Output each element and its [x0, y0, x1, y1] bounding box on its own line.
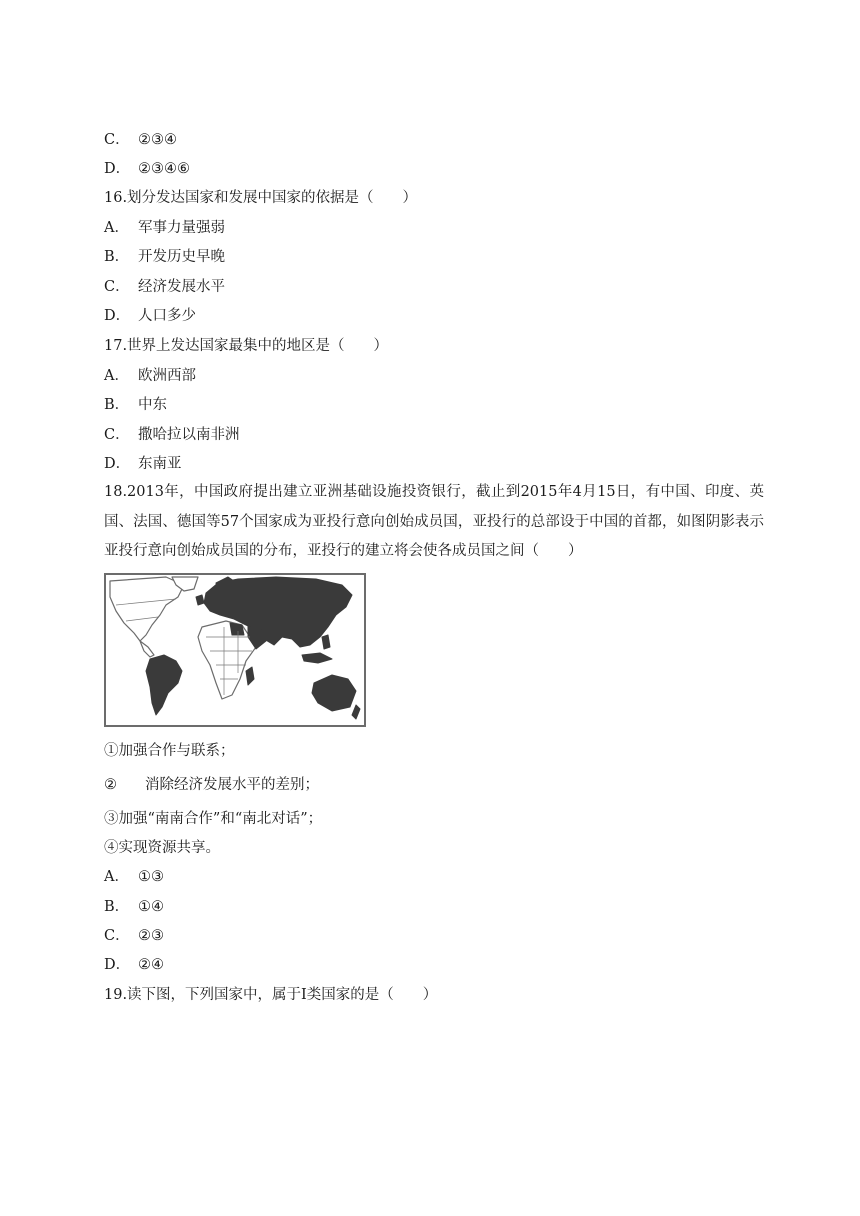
aiib-member-map: [104, 573, 366, 727]
q15-option-d: [104, 159, 190, 179]
option-text: ①④: [138, 899, 164, 915]
option-letter: C．: [104, 132, 130, 148]
option-text: ①③: [138, 869, 164, 885]
option-letter: A．: [104, 368, 129, 384]
statement-marker: ③: [104, 811, 119, 827]
option-letter: B．: [104, 397, 130, 413]
option-text: 中东: [138, 397, 167, 413]
option-letter: D．: [104, 456, 131, 472]
option-text: ②③④⑥: [138, 161, 190, 177]
q16-option-a: [104, 218, 225, 238]
q19-stem: 19.读下图，下列国家中，属于Ⅰ类国家的是（ ）: [104, 987, 438, 1003]
q18-statement-3: [104, 809, 322, 829]
statement-marker: ②: [104, 777, 117, 793]
statement-marker: ④: [104, 840, 119, 856]
statement-marker: ①: [104, 743, 119, 759]
q18-option-c: [104, 926, 164, 946]
option-letter: C．: [104, 427, 130, 443]
statement-text: 加强合作与联系；: [118, 743, 235, 759]
q16-option-c: [104, 277, 225, 297]
world-map-graphic: [106, 575, 364, 725]
q18-statement-4: [104, 838, 220, 858]
q16-option-d: [104, 306, 196, 326]
madagascar-shaded: [246, 667, 254, 685]
statement-text: 实现资源共享。: [118, 840, 220, 856]
q17-stem: 17.世界上发达国家最集中的地区是（ ）: [104, 338, 389, 354]
q18-stem: 18.2013年，中国政府提出建立亚洲基础设施投资银行，截止到2015年4月15日，有中国、印度、英国、法国、德国等57个国家成为亚投行意向创始成员国，亚投行的总部设于中国的首都，如图阴影表示亚投行意向创始成员国的分布，亚投行的建立将会使各成员国之间（ ）: [104, 484, 764, 559]
option-letter: A．: [104, 869, 129, 885]
q18-option-a: [104, 867, 164, 887]
south-america-shaded: [146, 655, 182, 715]
statement-text: 消除经济发展水平的差别；: [145, 777, 319, 793]
egypt-shaded: [230, 623, 244, 635]
option-text: 开发历史早晚: [138, 249, 225, 265]
option-text: ②④: [138, 957, 164, 973]
option-letter: B．: [104, 899, 130, 915]
new-zealand-shaded: [352, 705, 360, 719]
q15-option-c: [104, 130, 177, 150]
q16-option-b: [104, 247, 225, 267]
q17-option-c: [104, 425, 240, 445]
q17-option-d: [104, 454, 182, 474]
q18-option-d: [104, 955, 164, 975]
uk-shaded: [196, 595, 204, 605]
option-text: 撒哈拉以南非洲: [138, 427, 240, 443]
statement-text: 加强“南南合作”和“南北对话”；: [118, 811, 323, 827]
option-letter: D．: [104, 957, 131, 973]
q16-stem: 16.划分发达国家和发展中国家的依据是（ ）: [104, 190, 418, 206]
q17-option-b: [104, 395, 167, 415]
option-letter: B．: [104, 249, 130, 265]
option-text: 军事力量强弱: [138, 220, 225, 236]
q17-option-a: [104, 366, 196, 386]
australia-shaded: [312, 675, 356, 711]
option-letter: C．: [104, 279, 130, 295]
central-america-outline: [140, 641, 154, 657]
option-letter: C．: [104, 928, 130, 944]
q18-statement-2: [104, 775, 319, 795]
option-letter: A．: [104, 220, 129, 236]
option-text: ②③: [138, 928, 164, 944]
option-text: 东南亚: [138, 456, 182, 472]
option-text: 人口多少: [138, 308, 196, 324]
africa-outline: [198, 621, 256, 699]
option-letter: D．: [104, 161, 131, 177]
philippines-shaded: [322, 635, 330, 649]
q18-statement-1: [104, 741, 235, 761]
option-text: 经济发展水平: [138, 279, 225, 295]
option-text: 欧洲西部: [138, 368, 196, 384]
indonesia-shaded: [302, 653, 332, 663]
option-letter: D．: [104, 308, 131, 324]
option-text: ②③④: [138, 132, 177, 148]
q18-option-b: [104, 897, 164, 917]
north-america-outline: [110, 577, 184, 641]
